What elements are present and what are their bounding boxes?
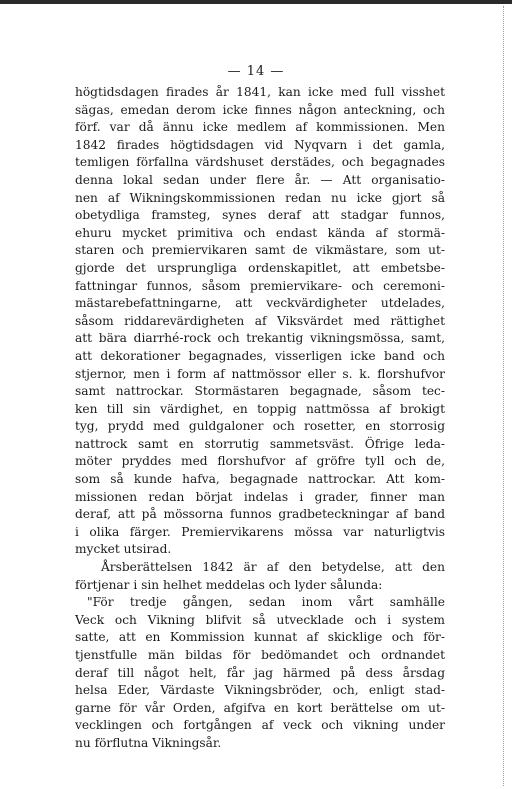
text-line: 1842 firades högtidsdagen vid Nyqvarn i det gamla, bbox=[75, 137, 445, 152]
text-line: nen af Wikningskommissionen redan nu icke gjort så bbox=[75, 190, 445, 205]
text-line: att dekorationer begagnades, visserligen icke band och bbox=[75, 348, 445, 363]
text-line: Veck och Vikning blifvit så utvecklade och i system bbox=[75, 612, 445, 627]
top-border-rule bbox=[0, 0, 512, 4]
text-line: gjorde det ursprungliga ordenskapitlet, att embetsbe- bbox=[75, 260, 445, 275]
text-line: mästarebefattningarne, att veckvärdigheter utdelades, bbox=[75, 296, 445, 311]
text-line: deraf till något helt, får jag härmed på dess årsdag bbox=[75, 665, 445, 680]
text-line: nu förflutna Vikningsår. bbox=[75, 735, 222, 750]
text-line: som så kunde hafva, begagnade nattrockar. Att kom- bbox=[75, 472, 445, 487]
page-edge-mark bbox=[502, 6, 504, 786]
text-line: sägas, emedan derom icke finnes någon anteckning, och bbox=[75, 102, 445, 117]
text-line: missionen redan börjat indelas i grader, finner man bbox=[75, 489, 445, 504]
text-line: deraf, att på mössorna funnos gradbeteckningar af band bbox=[75, 507, 445, 522]
text-line: såsom riddarevärdigheten af Viksvärdet med rättighet bbox=[75, 313, 445, 328]
text-line: stjernor, men i form af nattmössor eller s. k. florshufvor bbox=[75, 366, 445, 381]
text-line: obetydliga framsteg, synes deraf att stadgar funnos, bbox=[75, 208, 445, 223]
text-line: denna lokal sedan under flere år. — Att organisatio- bbox=[75, 172, 445, 187]
text-line: att bära diarrhé-rock och trekantig vikningsmössa, samt, bbox=[75, 331, 445, 346]
text-line: i olika färger. Premiervikarens mössa var naturligtvis bbox=[75, 524, 445, 539]
text-line: fattningar funnos, såsom premiervikare- och ceremoni- bbox=[75, 278, 445, 293]
text-line: temligen förfallna värdshuset derstädes, och begagnades bbox=[75, 155, 445, 170]
body-text bbox=[75, 84, 445, 753]
text-line: vecklingen och fortgången af veck och vikning under bbox=[75, 718, 445, 733]
text-line: "För tredje gången, sedan inom vårt samhälle bbox=[87, 595, 445, 610]
text-line: mycket utsirad. bbox=[75, 542, 172, 557]
page-number: — 14 — bbox=[227, 64, 285, 79]
text-line: samt nattrockar. Stormästaren begagnade, såsom tec- bbox=[75, 384, 445, 399]
text-line: satte, att en Kommission kunnat af skicklige och för- bbox=[75, 630, 445, 645]
text-line: ehuru mycket primitiva och endast kända af stormä- bbox=[75, 225, 445, 240]
text-line: förf. var då ännu icke medlem af kommissionen. Men bbox=[75, 120, 445, 135]
text-line: tyg, prydd med guldgaloner och rosetter, en storrosig bbox=[75, 419, 445, 434]
text-line: helsa Eder, Värdaste Vikningsbröder, och, enligt stad- bbox=[75, 683, 445, 698]
text-line: staren och premiervikaren samt de vikmästare, som ut- bbox=[75, 243, 445, 258]
text-line: Årsberättelsen 1842 är af den betydelse, att den bbox=[101, 560, 445, 575]
text-line: högtidsdagen firades år 1841, kan icke med full visshet bbox=[75, 85, 445, 99]
text-line: tjenstfulle män bildas för bedömandet och ordnandet bbox=[75, 648, 445, 662]
text-line: garne för vår Orden, afgifva en kort berättelse om ut- bbox=[75, 700, 445, 715]
text-line: förtjenar i sin helhet meddelas och lyder sålunda: bbox=[75, 577, 383, 592]
text-line: möter pryddes med florshufvor af gröfre tyll och de, bbox=[75, 454, 445, 469]
text-line: ken till sin värdighet, en toppig nattmössa af brokigt bbox=[75, 401, 445, 416]
text-line: nattrock samt en storrutig sammetsväst. Öfrige leda- bbox=[75, 436, 445, 451]
